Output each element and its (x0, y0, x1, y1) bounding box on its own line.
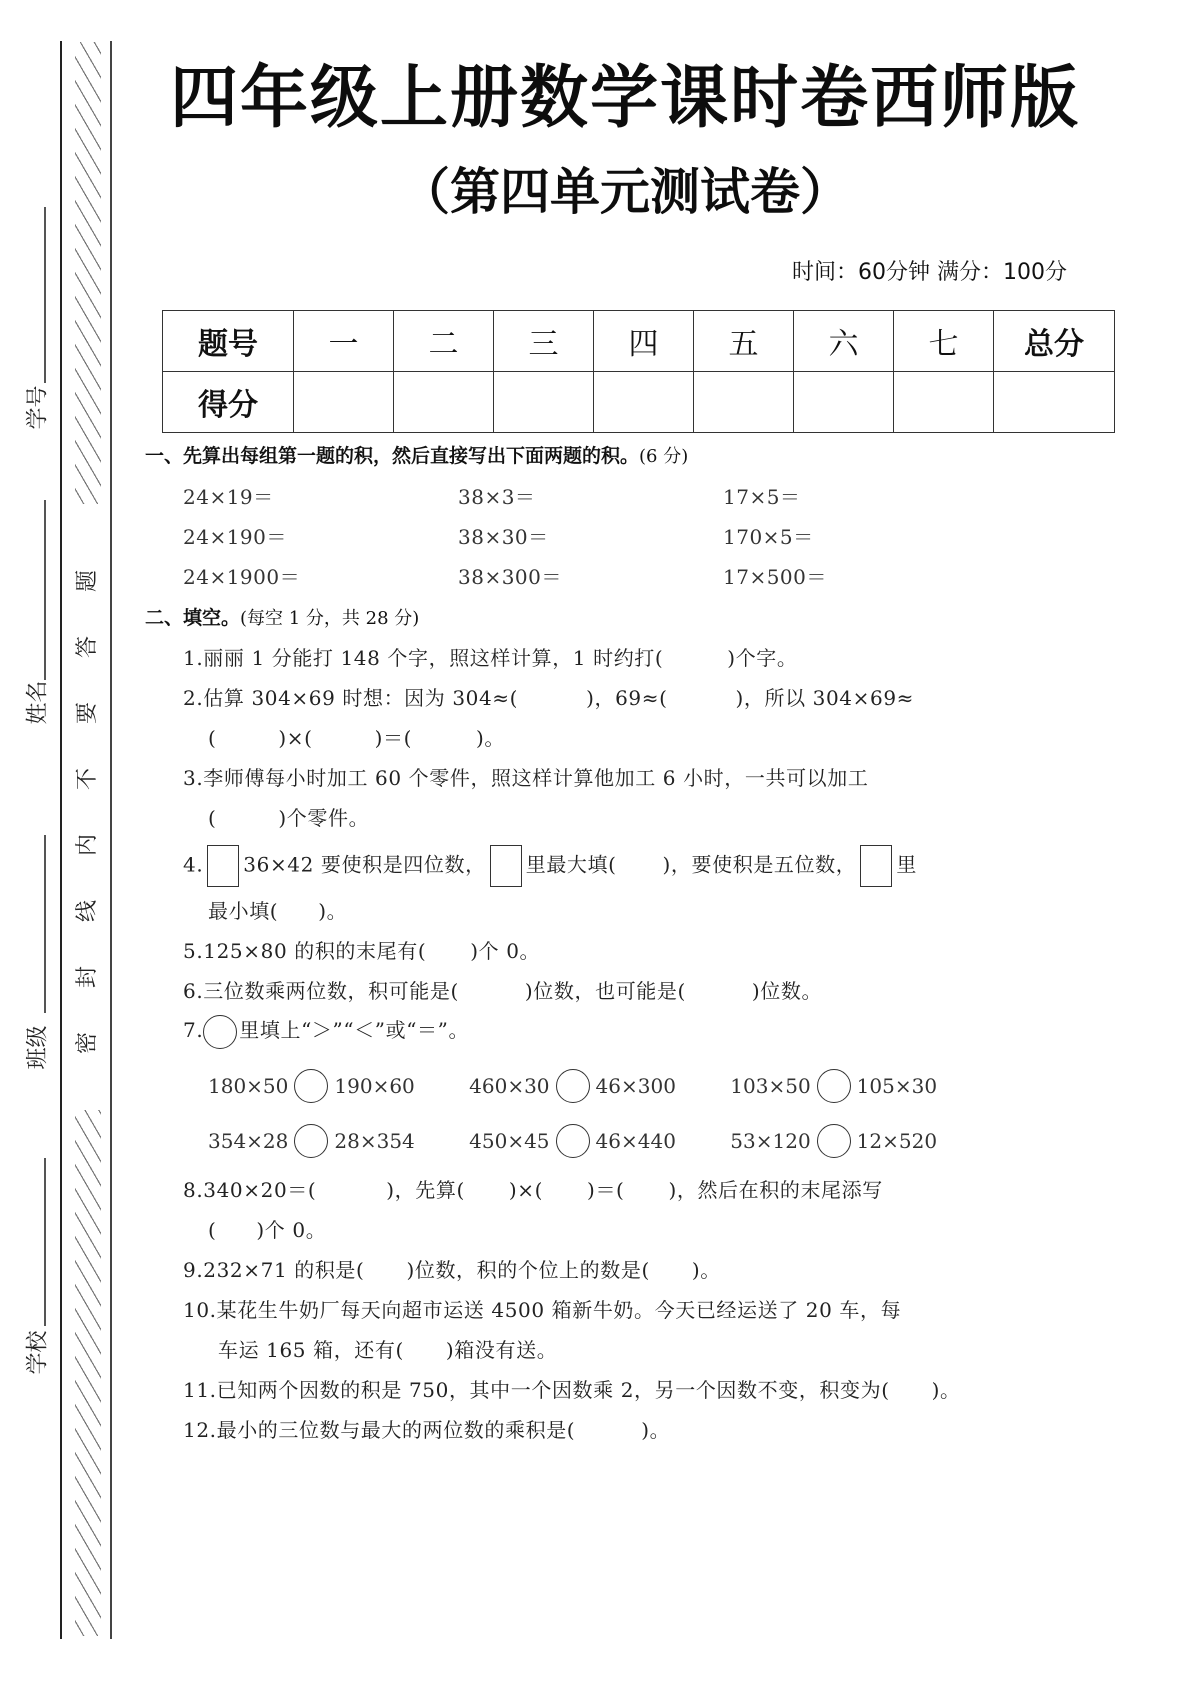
q2-text: )。 (475, 726, 505, 750)
compare-circle[interactable] (556, 1069, 590, 1103)
compare-right: 46×300 (595, 1074, 676, 1098)
score-table (162, 310, 1115, 433)
student-number-field[interactable] (44, 207, 46, 383)
binding-margin (0, 0, 120, 1684)
school-label: 学校 (25, 1330, 51, 1375)
q1-text: )个字。 (727, 646, 798, 670)
q4-text: 最小填( (208, 899, 279, 923)
q2-text: 2.估算 304×69 时想：因为 304≈( (183, 686, 519, 710)
q10-text: 10.某花生牛奶厂每天向超市运送 4500 箱新牛奶。今天已经运送了 20 车，每 (183, 1298, 902, 1322)
q7-text: 里填上“＞”“＜”或“＝”。 (239, 1018, 470, 1042)
section1-title: 一、先算出每组第一题的积，然后直接写出下面两题的积。 (145, 445, 640, 467)
q12-text: 12.最小的三位数与最大的两位数的乘积是( (183, 1418, 576, 1442)
section2-title: 二、填空。 (145, 607, 241, 629)
calc-item: 24×19＝ (183, 485, 274, 509)
q3-text: ( (208, 806, 217, 830)
q8-text: )×( (508, 1178, 544, 1202)
q9-text: 9.232×71 的积是( (183, 1258, 365, 1282)
col-header: 三 (494, 311, 594, 372)
score-cell[interactable] (294, 372, 394, 433)
row-label-question: 题号 (163, 311, 294, 372)
compare-circle[interactable] (817, 1069, 851, 1103)
seal-char: 内 (74, 833, 100, 857)
question-8 (183, 1174, 883, 1203)
q10-text: )箱没有送。 (445, 1338, 558, 1362)
calc-item: 170×5＝ (723, 525, 814, 549)
q6-text: )位数，也可能是( (524, 979, 686, 1003)
section2-points: (每空 1 分，共 28 分) (240, 608, 420, 629)
seal-char: 题 (74, 569, 100, 593)
compare-left: 103×50 (730, 1074, 811, 1098)
digit-box[interactable] (207, 845, 239, 887)
q4-text: 36×42 要使积是四位数， (243, 852, 486, 877)
col-header: 二 (394, 311, 494, 372)
page-subtitle: （第四单元测试卷） (400, 163, 850, 221)
q3-text: 3.李师傅每小时加工 60 个零件，照这样计算他加工 6 小时，一共可以加工 (183, 766, 869, 790)
q8-text: ( (208, 1218, 217, 1242)
question-8-cont (208, 1214, 326, 1243)
q1-text: 1.丽丽 1 分能打 148 个字，照这样计算，1 时约打( (183, 646, 664, 670)
compare-item (469, 1124, 676, 1158)
question-3 (183, 762, 869, 791)
score-table-score-row (163, 372, 1115, 433)
compare-right: 105×30 (856, 1074, 938, 1098)
q8-text: )＝( (587, 1178, 625, 1202)
compare-item (469, 1069, 676, 1103)
col-header: 六 (794, 311, 894, 372)
question-6 (183, 975, 822, 1004)
q11-text: 11.已知两个因数的积是 750，其中一个因数乘 2，另一个因数不变，积变为( (183, 1378, 890, 1402)
q5-text: )个 0。 (470, 939, 541, 963)
compare-circle[interactable] (294, 1124, 328, 1158)
seal-char: 密 (74, 1031, 100, 1055)
compare-item (208, 1124, 415, 1158)
col-header: 七 (894, 311, 994, 372)
section1-heading (145, 441, 688, 468)
compare-right: 28×354 (334, 1129, 415, 1153)
section2-heading (145, 603, 419, 630)
seal-line-notice (76, 548, 100, 1076)
compare-left: 354×28 (208, 1129, 289, 1153)
q4-text: )。 (318, 899, 348, 923)
question-5 (183, 935, 540, 964)
seal-char: 要 (74, 701, 100, 725)
score-cell[interactable] (794, 372, 894, 433)
compare-circle[interactable] (817, 1124, 851, 1158)
question-2 (183, 682, 914, 711)
q7-text: 7. (183, 1018, 204, 1042)
col-header: 四 (594, 311, 694, 372)
question-1 (183, 642, 798, 671)
question-4-cont (208, 895, 347, 924)
question-12 (183, 1414, 670, 1443)
question-2-cont (208, 722, 505, 751)
q2-text: ( (208, 726, 217, 750)
q9-text: )位数，积的个位上的数是( (406, 1258, 650, 1282)
seal-char: 答 (74, 635, 100, 659)
compare-right: 190×60 (334, 1074, 415, 1098)
compare-right: 12×520 (856, 1129, 938, 1153)
q9-text: )。 (691, 1258, 721, 1282)
school-field[interactable] (44, 1158, 46, 1326)
calc-item: 38×3＝ (458, 485, 536, 509)
question-4 (183, 845, 917, 887)
compare-circle[interactable] (294, 1069, 328, 1103)
q8-text: )，然后在积的末尾添写 (668, 1178, 883, 1202)
q4-text: 里最大填( (525, 852, 617, 877)
q2-text: )×( (278, 726, 313, 750)
q8-text: 8.340×20＝( (183, 1178, 317, 1202)
score-cell[interactable] (594, 372, 694, 433)
class-label: 班级 (25, 1025, 51, 1070)
page-title: 四年级上册数学课时卷西师版 (169, 59, 1080, 138)
compare-circle[interactable] (556, 1124, 590, 1158)
col-header: 一 (294, 311, 394, 372)
question-10-cont (218, 1334, 557, 1363)
q6-text: 6.三位数乘两位数，积可能是( (183, 979, 459, 1003)
q2-text: )，69≈( (586, 686, 668, 710)
question-3-cont (208, 802, 369, 831)
compare-item (730, 1069, 937, 1103)
score-table-header-row (163, 311, 1115, 372)
calc-item: 38×300＝ (458, 565, 562, 589)
circle-icon (203, 1015, 237, 1049)
section1-points: (6 分) (639, 446, 689, 467)
q10-text: 车运 165 箱，还有( (218, 1338, 404, 1362)
q2-text: )＝( (374, 726, 412, 750)
score-cell[interactable] (894, 372, 994, 433)
question-10 (183, 1294, 901, 1323)
compare-item (730, 1124, 937, 1158)
q4-text: 里 (896, 852, 917, 877)
q5-text: 5.125×80 的积的末尾有( (183, 939, 427, 963)
q4-text: 4. (183, 852, 204, 877)
q11-text: )。 (931, 1378, 961, 1402)
question-11 (183, 1374, 961, 1403)
q8-text: )，先算( (386, 1178, 465, 1202)
seal-char: 封 (74, 965, 100, 989)
q12-text: )。 (641, 1418, 671, 1442)
calc-item: 17×500＝ (723, 565, 827, 589)
col-header-total: 总分 (994, 311, 1115, 372)
q4-text: )，要使积是五位数， (662, 852, 857, 877)
exam-meta: 时间：60分钟 满分：100分 (792, 260, 1067, 285)
digit-box[interactable] (860, 845, 892, 887)
question-7 (183, 1014, 469, 1049)
score-cell[interactable] (694, 372, 794, 433)
score-cell[interactable] (494, 372, 594, 433)
student-number-label: 学号 (25, 385, 51, 430)
seal-char: 不 (74, 767, 100, 791)
q2-text: )，所以 304×69≈ (735, 686, 914, 710)
hatch-pattern-top (75, 42, 101, 504)
seal-char: 线 (74, 899, 100, 923)
compare-left: 53×120 (730, 1129, 811, 1153)
calc-item: 17×5＝ (723, 485, 801, 509)
calc-item: 38×30＝ (458, 525, 549, 549)
calc-item: 24×190＝ (183, 525, 287, 549)
compare-left: 180×50 (208, 1074, 289, 1098)
score-cell[interactable] (394, 372, 494, 433)
col-header: 五 (694, 311, 794, 372)
q8-text: )个 0。 (256, 1218, 327, 1242)
score-cell-total[interactable] (994, 372, 1115, 433)
digit-box[interactable] (490, 845, 522, 887)
compare-right: 46×440 (595, 1129, 676, 1153)
calc-item: 24×1900＝ (183, 565, 301, 589)
compare-row (208, 1124, 985, 1158)
compare-left: 460×30 (469, 1074, 550, 1098)
class-field[interactable] (44, 835, 46, 1013)
compare-row (208, 1069, 985, 1103)
q3-text: )个零件。 (278, 806, 370, 830)
q6-text: )位数。 (751, 979, 823, 1003)
student-name-label: 姓名 (25, 680, 51, 725)
compare-left: 450×45 (469, 1129, 550, 1153)
hatch-pattern-bottom (75, 1110, 101, 1636)
question-9 (183, 1254, 721, 1283)
student-name-field[interactable] (44, 500, 46, 680)
row-label-score: 得分 (163, 372, 294, 433)
compare-item (208, 1069, 415, 1103)
